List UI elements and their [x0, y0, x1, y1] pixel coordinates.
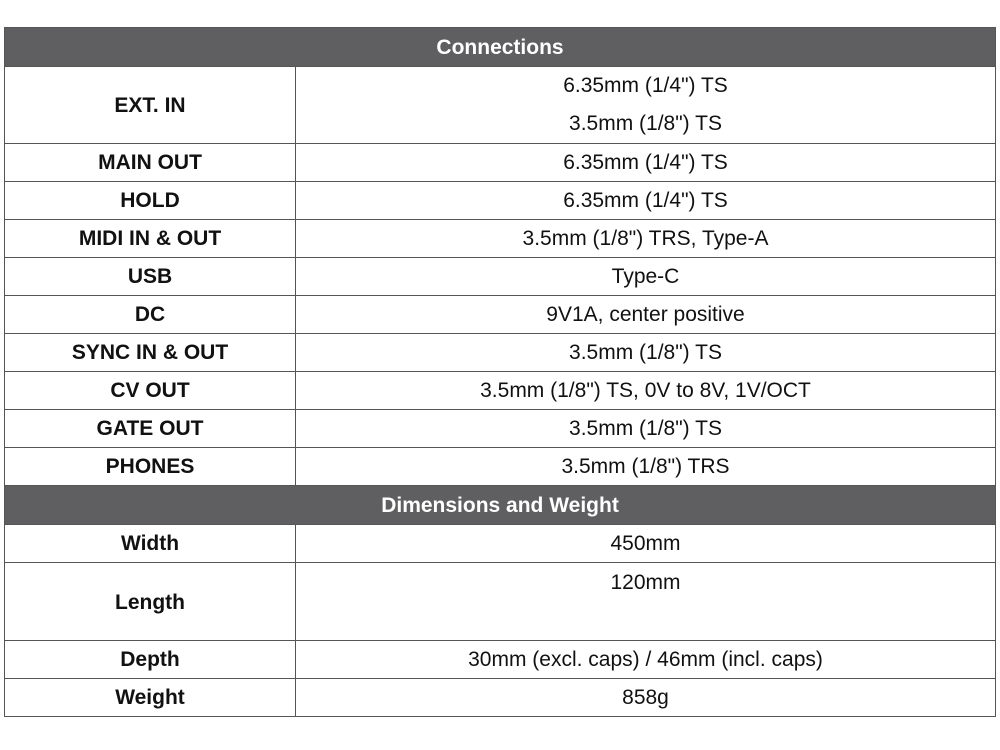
row-value-line: 6.35mm (1/4") TS [563, 74, 728, 97]
row-value: 3.5mm (1/8") TRS, Type-A [296, 220, 996, 258]
row-label: Width [5, 525, 296, 563]
row-label: MIDI IN & OUT [5, 220, 296, 258]
section-header-dimensions [5, 486, 996, 525]
section-header-connections [5, 28, 996, 67]
row-value: 3.5mm (1/8") TS, 0V to 8V, 1V/OCT [296, 372, 996, 410]
spec-table [4, 27, 996, 717]
row-label: GATE OUT [5, 410, 296, 448]
table-row-ext-in [5, 67, 996, 144]
row-label: CV OUT [5, 372, 296, 410]
row-value: 6.35mm (1/4") TS [296, 144, 996, 182]
table-row-main-out [5, 144, 996, 182]
table-row-dc [5, 296, 996, 334]
row-value: 3.5mm (1/8") TS [296, 334, 996, 372]
table-row-phones [5, 448, 996, 486]
section-title: Connections [5, 28, 996, 67]
row-label: EXT. IN [5, 67, 296, 144]
table-row-gate-out [5, 410, 996, 448]
row-value [296, 67, 996, 144]
row-label: PHONES [5, 448, 296, 486]
table-row-cv-out [5, 372, 996, 410]
row-label: Depth [5, 641, 296, 679]
table-row-sync [5, 334, 996, 372]
row-label: USB [5, 258, 296, 296]
row-label: HOLD [5, 182, 296, 220]
table-row-usb [5, 258, 996, 296]
row-value: 120mm [296, 563, 996, 641]
section-title: Dimensions and Weight [5, 486, 996, 525]
row-label: DC [5, 296, 296, 334]
table-row-hold [5, 182, 996, 220]
row-value-line: 3.5mm (1/8") TS [569, 112, 722, 135]
row-value: 3.5mm (1/8") TRS [296, 448, 996, 486]
row-value: 30mm (excl. caps) / 46mm (incl. caps) [296, 641, 996, 679]
row-value: 6.35mm (1/4") TS [296, 182, 996, 220]
table-row-depth [5, 641, 996, 679]
table-row-weight [5, 679, 996, 717]
row-label: Weight [5, 679, 296, 717]
table-row-length [5, 563, 996, 641]
table-row-width [5, 525, 996, 563]
row-label: SYNC IN & OUT [5, 334, 296, 372]
row-value: 450mm [296, 525, 996, 563]
row-value: 858g [296, 679, 996, 717]
row-value: 9V1A, center positive [296, 296, 996, 334]
row-value: Type-C [296, 258, 996, 296]
row-label: Length [5, 563, 296, 641]
table-row-midi [5, 220, 996, 258]
row-value: 3.5mm (1/8") TS [296, 410, 996, 448]
row-label: MAIN OUT [5, 144, 296, 182]
